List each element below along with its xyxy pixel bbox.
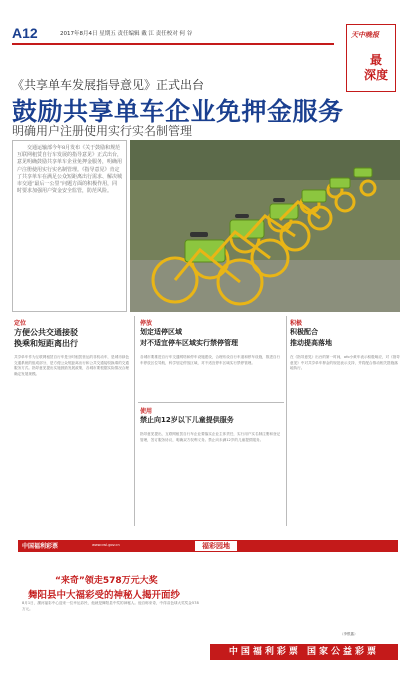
section-title-line1: 方便公共交通接驳 bbox=[14, 328, 78, 337]
section-body: 指导意见提出，互联网租赁自行车企业要落实企业主体责任，实行用户实名制注册和登记管理，签订服务协议，明确双方权利义务。禁止向未满12岁的儿童提供服务。 bbox=[140, 432, 281, 442]
section-response bbox=[290, 318, 400, 525]
section-title-line1: 划定适停区域 bbox=[140, 328, 182, 336]
lottery-headline: “来奇”领走578万元大奖 bbox=[55, 576, 158, 586]
section-name bbox=[361, 53, 391, 83]
section-label: 定位 bbox=[14, 320, 27, 327]
section-parking bbox=[140, 318, 282, 403]
lottery-footer-band: 中国福利彩票 国家公益彩票 bbox=[210, 644, 398, 660]
section-label: 使用 bbox=[140, 408, 153, 415]
bike-photo-illustration bbox=[130, 140, 400, 312]
section-body: 在《指导意见》出台的第一时间，ofo小黄车表示积极响应，对《指导意见》中对共享单车押金的规范表示支持，并将配合推动相关措施落地执行。 bbox=[290, 355, 400, 370]
section-usage bbox=[140, 406, 282, 522]
column-divider bbox=[286, 316, 287, 526]
lottery-body: 8月1日，漯河福彩中心迎来一位幸运彩民，他就是舞阳县中奖的神秘人。他自称来奇，中得双色球大奖奖金578万元。 bbox=[22, 601, 199, 611]
section-title-line1: 积极配合 bbox=[290, 328, 318, 336]
article-headline: 鼓励共享单车企业免押金服务 bbox=[12, 97, 344, 126]
lottery-subheadline: 舞阳县中大福彩受的神秘人揭开面纱 bbox=[28, 590, 181, 601]
article-kicker: 《共享单车发展指导意见》正式出台 bbox=[12, 78, 205, 92]
section-name-line1: 最 bbox=[369, 53, 382, 67]
section-position bbox=[14, 318, 130, 523]
section-body: 各城市要推进自行车交通网络和停车设施建设，合理布设自行车道和停车设施，推进自行车停放区位导航，科学划定停放区域，对不适宜停车区域实行禁停管理。 bbox=[140, 355, 281, 365]
section-title: 禁止向12岁以下儿童提供服务 bbox=[140, 416, 234, 424]
lottery-logo: 中国福利彩票 bbox=[22, 543, 59, 550]
lottery-column-tag: 福彩园地 bbox=[194, 540, 238, 552]
section-body: 共享单车作为互联网租赁自行车是分时租赁营运的非机动车，是城市绿色交通系统的组成部分，是方便公众短距离出行和公共交通接驳换乘的交通服务方式。指导意见提出实施鼓励发展政策，各城市要根据实际情况合理确定发展规模。 bbox=[14, 355, 129, 376]
page-number: A12 bbox=[12, 25, 38, 41]
header-rule bbox=[12, 43, 334, 45]
section-label: 积极 bbox=[290, 320, 303, 327]
page-meta: 2017年8月4日 星期五 责任编辑 戴 江 责任校对 何 谷 bbox=[60, 31, 193, 37]
lede-text: 交通运输部今年8月发布《关于鼓励和规范互联网租赁自行车发展的指导意见》正式出台，意见明确鼓励共享单车企业免押金服务，明确用户注册使用实行实名制管理。《指导意见》肯定了共享单车在满足公众短距离出行需求、解决城市交通“最后一公里”问题方面的积极作用，同时要求加强用户资金安全监管，防范风险。 bbox=[17, 145, 123, 195]
section-title-line2: 对不适宜停车区域实行禁停管理 bbox=[140, 339, 238, 347]
section-name-line2: 深度 bbox=[363, 68, 388, 82]
article-subhead: 明确用户注册使用实行实名制管理 bbox=[12, 124, 193, 138]
bike-photo bbox=[130, 140, 400, 312]
newspaper-logo: 天中晚报 bbox=[351, 30, 379, 39]
column-divider bbox=[134, 316, 135, 526]
section-title-line2: 换乘和短距离出行 bbox=[14, 339, 78, 348]
section-title-line2: 推动提高落地 bbox=[290, 339, 332, 347]
lottery-signature: （李银鑫） bbox=[340, 632, 358, 636]
lottery-banner-url: www.cwl.gov.cn bbox=[92, 543, 120, 547]
section-label: 停放 bbox=[140, 320, 153, 327]
lede-box bbox=[12, 140, 127, 312]
